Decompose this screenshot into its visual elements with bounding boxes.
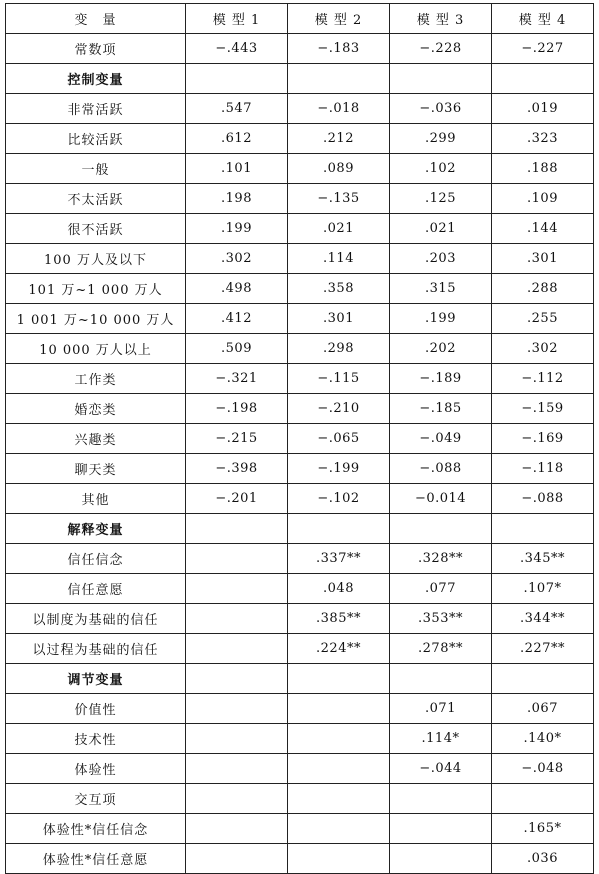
table-row xyxy=(6,814,594,844)
table-row xyxy=(6,34,594,64)
model-3-cell xyxy=(390,784,492,814)
model-2-cell: −.115 xyxy=(288,364,390,394)
model-3-cell xyxy=(390,664,492,694)
model-3-cell: .353** xyxy=(390,604,492,634)
variable-label: 1 001 万~10 000 万人 xyxy=(6,304,186,334)
model-4-cell: .144 xyxy=(492,214,594,244)
model-4-cell xyxy=(492,64,594,94)
model-4-cell: −.227 xyxy=(492,34,594,64)
table-row xyxy=(6,544,594,574)
model-2-cell: −.183 xyxy=(288,34,390,64)
table-row xyxy=(6,694,594,724)
model-2-cell xyxy=(288,724,390,754)
table-row xyxy=(6,94,594,124)
model-4-cell xyxy=(492,514,594,544)
model-4-cell: −.088 xyxy=(492,484,594,514)
model-4-cell: .109 xyxy=(492,184,594,214)
variable-label: 101 万~1 000 万人 xyxy=(6,274,186,304)
model-4-cell: .188 xyxy=(492,154,594,184)
model-3-cell: .315 xyxy=(390,274,492,304)
model-2-cell: −.210 xyxy=(288,394,390,424)
table-row xyxy=(6,844,594,874)
model-2-cell xyxy=(288,844,390,874)
model-3-cell: .077 xyxy=(390,574,492,604)
model-3-cell: .102 xyxy=(390,154,492,184)
model-4-cell: .255 xyxy=(492,304,594,334)
model-2-cell: −.065 xyxy=(288,424,390,454)
model-4-cell: .323 xyxy=(492,124,594,154)
model-4-cell: .067 xyxy=(492,694,594,724)
model-4-cell: .302 xyxy=(492,334,594,364)
model-4-cell: .344** xyxy=(492,604,594,634)
model-3-cell: −.185 xyxy=(390,394,492,424)
model-4-cell: −.118 xyxy=(492,454,594,484)
model-1-cell xyxy=(186,844,288,874)
table-row xyxy=(6,394,594,424)
model-4-cell: .165* xyxy=(492,814,594,844)
table-row xyxy=(6,274,594,304)
table-row xyxy=(6,574,594,604)
model-1-cell: .302 xyxy=(186,244,288,274)
variable-label: 非常活跃 xyxy=(6,94,186,124)
model-1-cell xyxy=(186,574,288,604)
model-4-cell: .345** xyxy=(492,544,594,574)
section-label: 控制变量 xyxy=(6,64,186,94)
model-2-cell xyxy=(288,694,390,724)
model-3-cell xyxy=(390,64,492,94)
header-model-4: 模 型 4 xyxy=(492,4,594,34)
table-row xyxy=(6,754,594,784)
model-4-cell: −.112 xyxy=(492,364,594,394)
table-row xyxy=(6,364,594,394)
table-body xyxy=(6,34,594,874)
model-4-cell: −.159 xyxy=(492,394,594,424)
model-2-cell xyxy=(288,814,390,844)
model-1-cell xyxy=(186,754,288,784)
model-1-cell: .509 xyxy=(186,334,288,364)
table-row xyxy=(6,214,594,244)
model-2-cell: −.199 xyxy=(288,454,390,484)
model-1-cell: .199 xyxy=(186,214,288,244)
model-1-cell: .612 xyxy=(186,124,288,154)
model-1-cell: −.215 xyxy=(186,424,288,454)
variable-label: 体验性*信任信念 xyxy=(6,814,186,844)
table-row xyxy=(6,784,594,814)
variable-label: 以过程为基础的信任 xyxy=(6,634,186,664)
model-4-cell: −.169 xyxy=(492,424,594,454)
model-2-cell: .337** xyxy=(288,544,390,574)
header-row xyxy=(6,4,594,34)
model-3-cell: .114* xyxy=(390,724,492,754)
model-2-cell: .385** xyxy=(288,604,390,634)
variable-label: 10 000 万人以上 xyxy=(6,334,186,364)
model-3-cell: −.189 xyxy=(390,364,492,394)
model-4-cell: .107* xyxy=(492,574,594,604)
model-3-cell: .299 xyxy=(390,124,492,154)
variable-label: 不太活跃 xyxy=(6,184,186,214)
model-3-cell: .202 xyxy=(390,334,492,364)
model-1-cell: −.198 xyxy=(186,394,288,424)
model-2-cell: −.102 xyxy=(288,484,390,514)
model-2-cell: .224** xyxy=(288,634,390,664)
table-row xyxy=(6,634,594,664)
table-row xyxy=(6,484,594,514)
model-3-cell: .203 xyxy=(390,244,492,274)
model-3-cell xyxy=(390,814,492,844)
variable-label: 体验性*信任意愿 xyxy=(6,844,186,874)
model-1-cell: −.398 xyxy=(186,454,288,484)
table-row xyxy=(6,304,594,334)
model-2-cell: .089 xyxy=(288,154,390,184)
model-1-cell xyxy=(186,784,288,814)
model-3-cell: .125 xyxy=(390,184,492,214)
model-3-cell: .328** xyxy=(390,544,492,574)
model-3-cell: −0.014 xyxy=(390,484,492,514)
model-2-cell: −.135 xyxy=(288,184,390,214)
model-3-cell: −.044 xyxy=(390,754,492,784)
variable-label: 100 万人及以下 xyxy=(6,244,186,274)
model-3-cell: −.049 xyxy=(390,424,492,454)
model-4-cell xyxy=(492,664,594,694)
model-3-cell: .278** xyxy=(390,634,492,664)
variable-label: 技术性 xyxy=(6,724,186,754)
variable-label: 交互项 xyxy=(6,784,186,814)
model-4-cell xyxy=(492,784,594,814)
model-1-cell: −.201 xyxy=(186,484,288,514)
variable-label: 工作类 xyxy=(6,364,186,394)
section-header-row xyxy=(6,514,594,544)
model-3-cell: −.088 xyxy=(390,454,492,484)
model-2-cell: −.018 xyxy=(288,94,390,124)
model-1-cell xyxy=(186,514,288,544)
table-row xyxy=(6,244,594,274)
model-3-cell: .071 xyxy=(390,694,492,724)
model-2-cell: .358 xyxy=(288,274,390,304)
model-2-cell xyxy=(288,784,390,814)
model-3-cell: −.036 xyxy=(390,94,492,124)
section-header-row xyxy=(6,64,594,94)
variable-label: 比较活跃 xyxy=(6,124,186,154)
model-2-cell xyxy=(288,64,390,94)
model-2-cell: .021 xyxy=(288,214,390,244)
model-4-cell: .301 xyxy=(492,244,594,274)
model-4-cell: .288 xyxy=(492,274,594,304)
variable-label: 信任意愿 xyxy=(6,574,186,604)
header-model-3: 模 型 3 xyxy=(390,4,492,34)
model-1-cell xyxy=(186,64,288,94)
table-row xyxy=(6,124,594,154)
model-2-cell: .048 xyxy=(288,574,390,604)
model-4-cell: .019 xyxy=(492,94,594,124)
model-2-cell: .301 xyxy=(288,304,390,334)
table-row xyxy=(6,454,594,484)
regression-table xyxy=(5,3,594,874)
variable-label: 信任信念 xyxy=(6,544,186,574)
model-4-cell: .140* xyxy=(492,724,594,754)
model-2-cell xyxy=(288,514,390,544)
table-row xyxy=(6,604,594,634)
variable-label: 婚恋类 xyxy=(6,394,186,424)
model-1-cell: .498 xyxy=(186,274,288,304)
table-row xyxy=(6,184,594,214)
section-label: 调节变量 xyxy=(6,664,186,694)
model-1-cell xyxy=(186,544,288,574)
model-1-cell: .101 xyxy=(186,154,288,184)
model-3-cell xyxy=(390,514,492,544)
variable-label: 聊天类 xyxy=(6,454,186,484)
model-1-cell xyxy=(186,724,288,754)
table-row xyxy=(6,154,594,184)
table-row xyxy=(6,424,594,454)
model-3-cell: −.228 xyxy=(390,34,492,64)
model-2-cell: .298 xyxy=(288,334,390,364)
header-model-1: 模 型 1 xyxy=(186,4,288,34)
model-2-cell xyxy=(288,664,390,694)
model-3-cell: .021 xyxy=(390,214,492,244)
table-row xyxy=(6,724,594,754)
variable-label: 常数项 xyxy=(6,34,186,64)
model-4-cell: .227** xyxy=(492,634,594,664)
model-2-cell xyxy=(288,754,390,784)
model-4-cell: .036 xyxy=(492,844,594,874)
model-1-cell xyxy=(186,664,288,694)
model-1-cell xyxy=(186,634,288,664)
variable-label: 很不活跃 xyxy=(6,214,186,244)
model-1-cell xyxy=(186,604,288,634)
variable-label: 兴趣类 xyxy=(6,424,186,454)
variable-label: 以制度为基础的信任 xyxy=(6,604,186,634)
model-3-cell: .199 xyxy=(390,304,492,334)
header-model-2: 模 型 2 xyxy=(288,4,390,34)
section-label: 解释变量 xyxy=(6,514,186,544)
model-1-cell: .547 xyxy=(186,94,288,124)
model-2-cell: .114 xyxy=(288,244,390,274)
model-1-cell xyxy=(186,814,288,844)
model-1-cell xyxy=(186,694,288,724)
model-1-cell: −.321 xyxy=(186,364,288,394)
model-2-cell: .212 xyxy=(288,124,390,154)
table-row xyxy=(6,334,594,364)
section-header-row xyxy=(6,664,594,694)
variable-label: 体验性 xyxy=(6,754,186,784)
model-1-cell: .198 xyxy=(186,184,288,214)
variable-label: 价值性 xyxy=(6,694,186,724)
model-4-cell: −.048 xyxy=(492,754,594,784)
header-variable: 变 量 xyxy=(6,4,186,34)
model-3-cell xyxy=(390,844,492,874)
model-1-cell: .412 xyxy=(186,304,288,334)
variable-label: 其他 xyxy=(6,484,186,514)
variable-label: 一般 xyxy=(6,154,186,184)
model-1-cell: −.443 xyxy=(186,34,288,64)
